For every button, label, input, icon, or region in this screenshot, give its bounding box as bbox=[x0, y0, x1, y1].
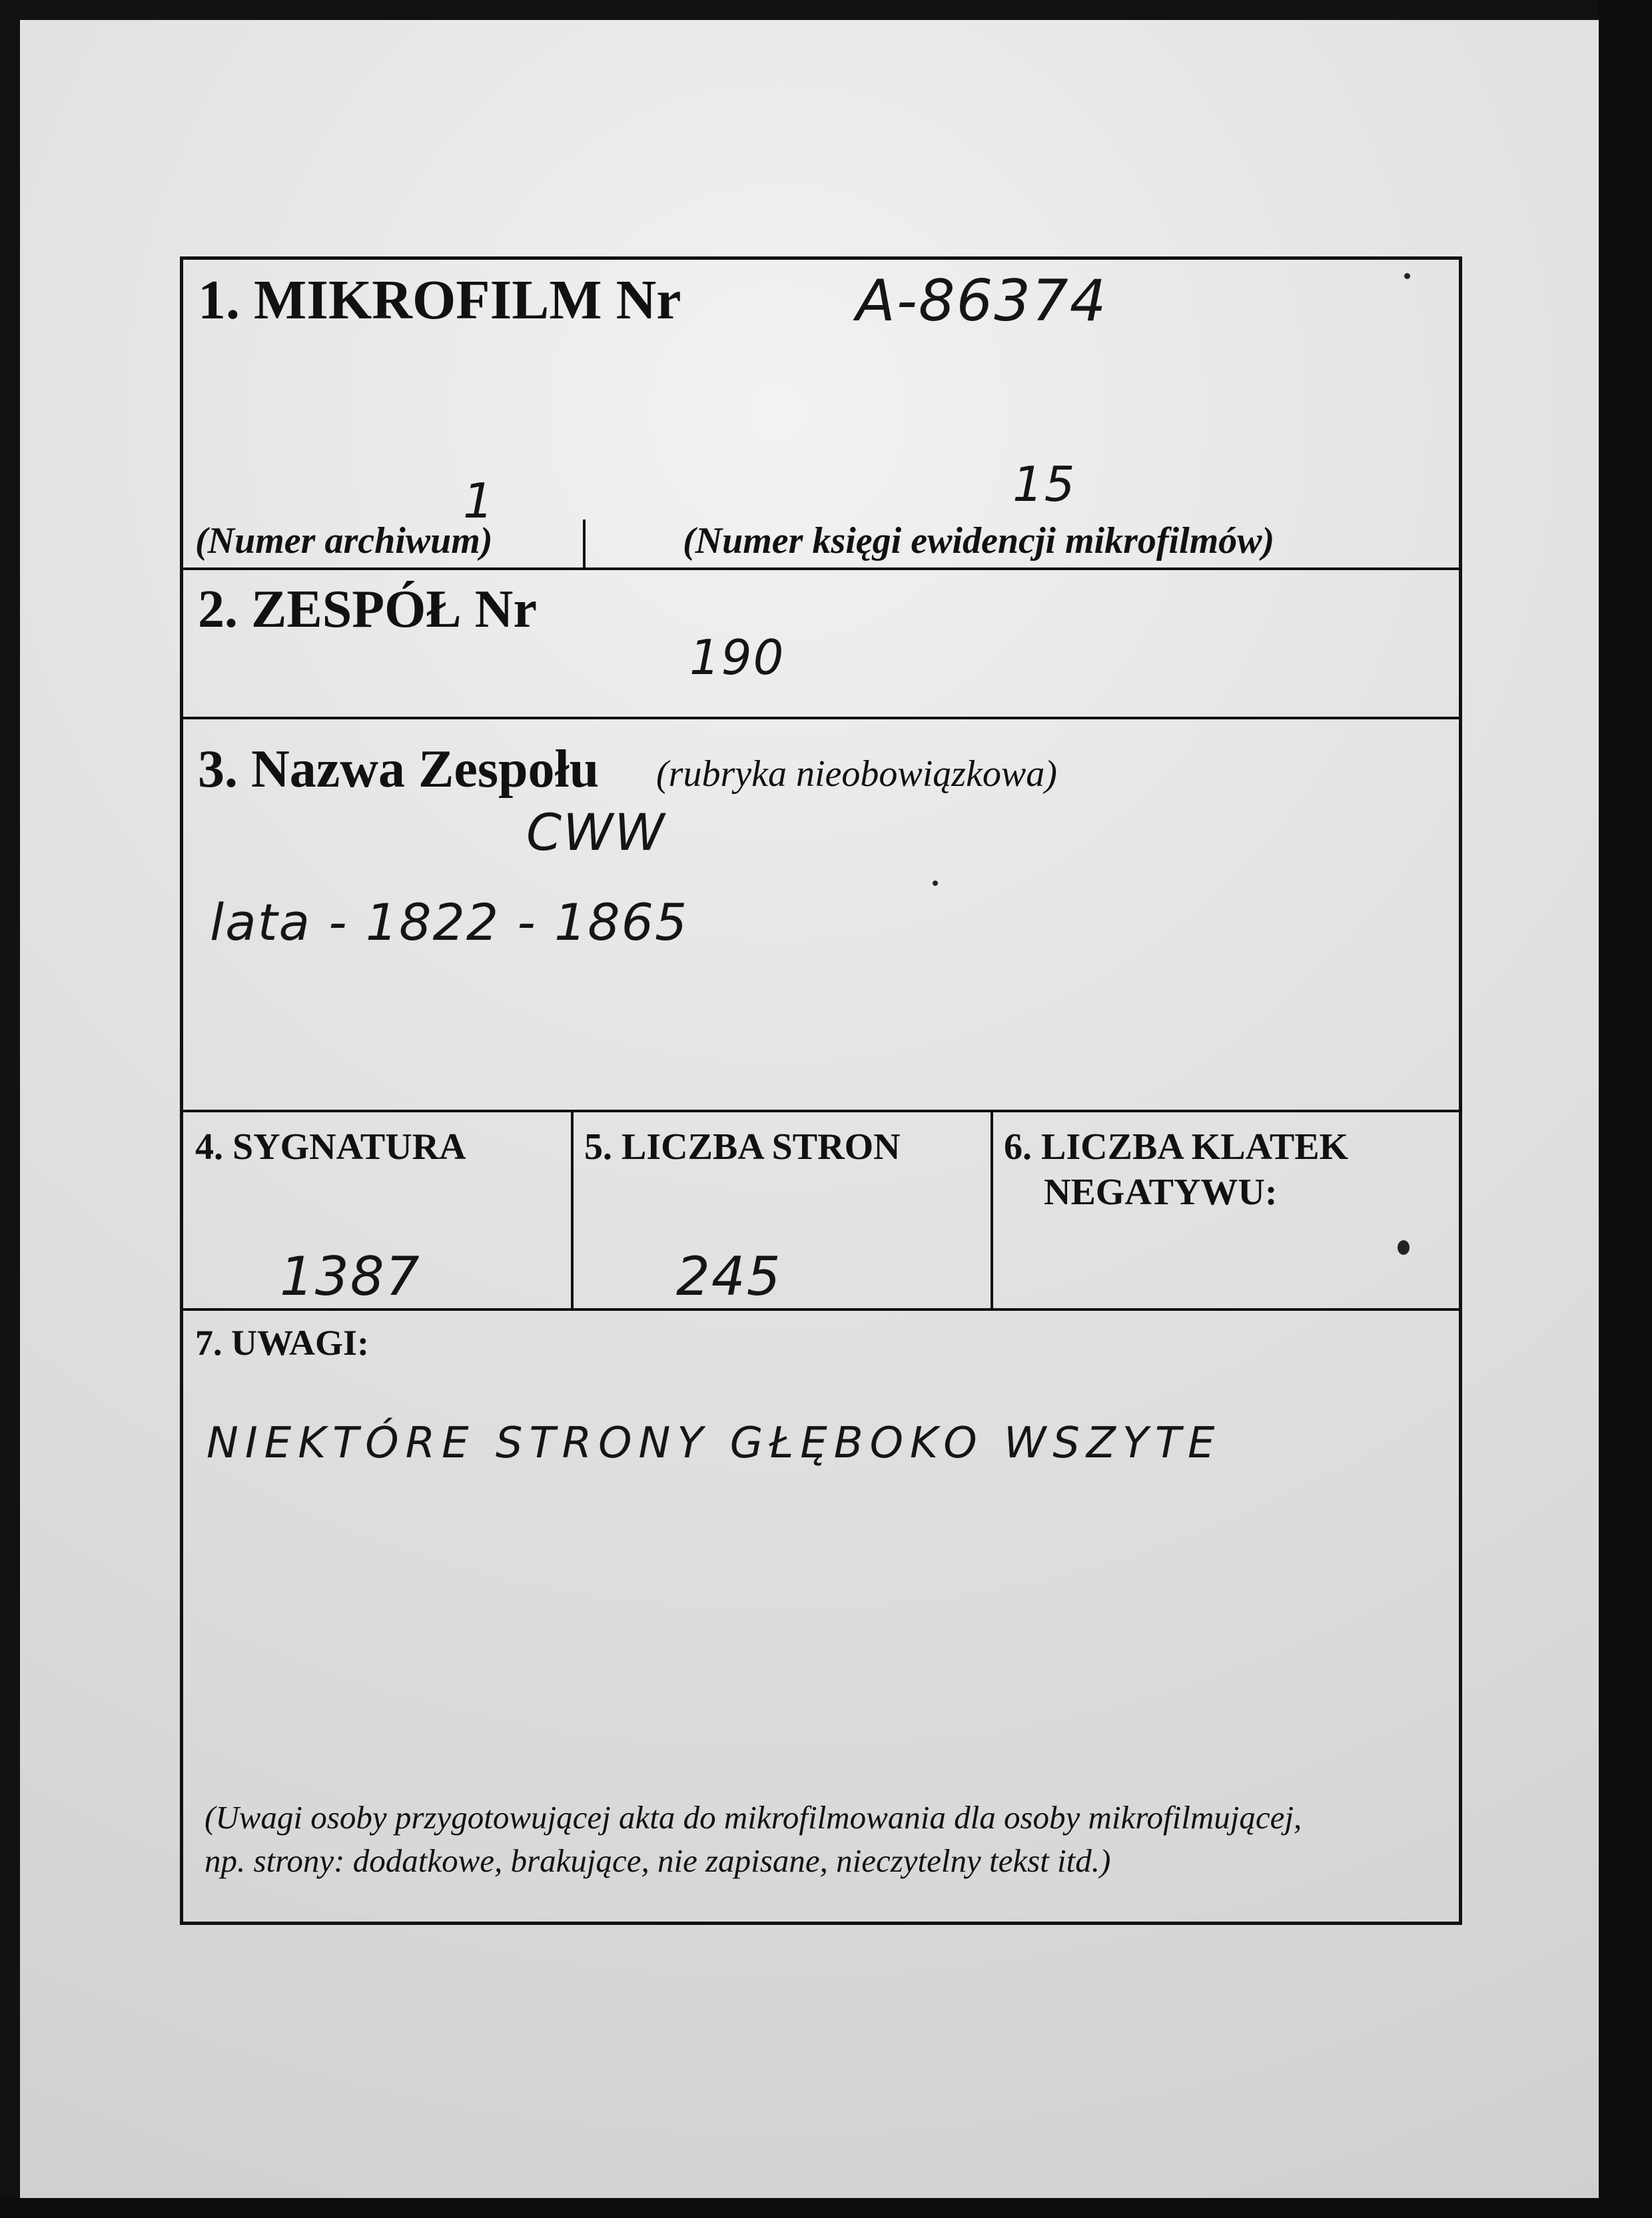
nazwa-zespolu-value-2: lata - 1822 - 1865 bbox=[210, 893, 689, 952]
register-number-caption: (Numer księgi ewidencji mikrofilmów) bbox=[683, 520, 1275, 561]
archive-number-value: 1 bbox=[463, 473, 495, 529]
liczba-stron-label: 5. LICZBA STRON bbox=[584, 1126, 901, 1168]
liczba-stron-value: 245 bbox=[676, 1246, 782, 1307]
uwagi-note-1: (Uwagi osoby przygotowującej akta do mikrofilmowania dla osoby mikrofilmującej, bbox=[205, 1799, 1302, 1836]
divider-4 bbox=[183, 1308, 1459, 1311]
liczba-klatek-label-1: 6. LICZBA KLATEK bbox=[1004, 1126, 1349, 1168]
divider-3 bbox=[183, 1110, 1459, 1112]
register-number-value: 15 bbox=[1013, 456, 1076, 512]
nazwa-zespolu-value-1: CWW bbox=[526, 803, 666, 862]
divider-1 bbox=[183, 567, 1459, 570]
caption-divider bbox=[583, 520, 586, 567]
film-speck bbox=[933, 881, 938, 886]
mikrofilm-value: A-86374 bbox=[856, 268, 1108, 334]
film-edge-bottom bbox=[0, 2198, 1652, 2218]
column-divider-2 bbox=[991, 1110, 993, 1308]
nazwa-zespolu-label: 3. Nazwa Zespołu bbox=[198, 740, 600, 799]
film-edge-right bbox=[1599, 0, 1652, 2218]
nazwa-zespolu-hint: (rubryka nieobowiązkowa) bbox=[656, 753, 1057, 795]
film-speck bbox=[1398, 1240, 1410, 1255]
archive-number-caption: (Numer archiwum) bbox=[195, 520, 493, 561]
zespol-label: 2. ZESPÓŁ Nr bbox=[198, 580, 537, 639]
mikrofilm-label: 1. MIKROFILM Nr bbox=[198, 269, 681, 331]
uwagi-label: 7. UWAGI: bbox=[195, 1323, 370, 1363]
liczba-klatek-label-2: NEGATYWU: bbox=[1044, 1172, 1278, 1213]
divider-2 bbox=[183, 717, 1459, 719]
column-divider-1 bbox=[571, 1110, 574, 1308]
uwagi-note-2: np. strony: dodatkowe, brakujące, nie zapisane, nieczytelny tekst itd.) bbox=[205, 1842, 1111, 1879]
microfilm-form bbox=[180, 256, 1462, 1925]
zespol-value: 190 bbox=[689, 629, 785, 685]
uwagi-value: NIEKTÓRE STRONY GŁĘBOKO WSZYTE bbox=[206, 1419, 1222, 1468]
film-speck bbox=[1404, 273, 1410, 279]
sygnatura-label: 4. SYGNATURA bbox=[195, 1126, 466, 1168]
sygnatura-value: 1387 bbox=[280, 1246, 421, 1307]
